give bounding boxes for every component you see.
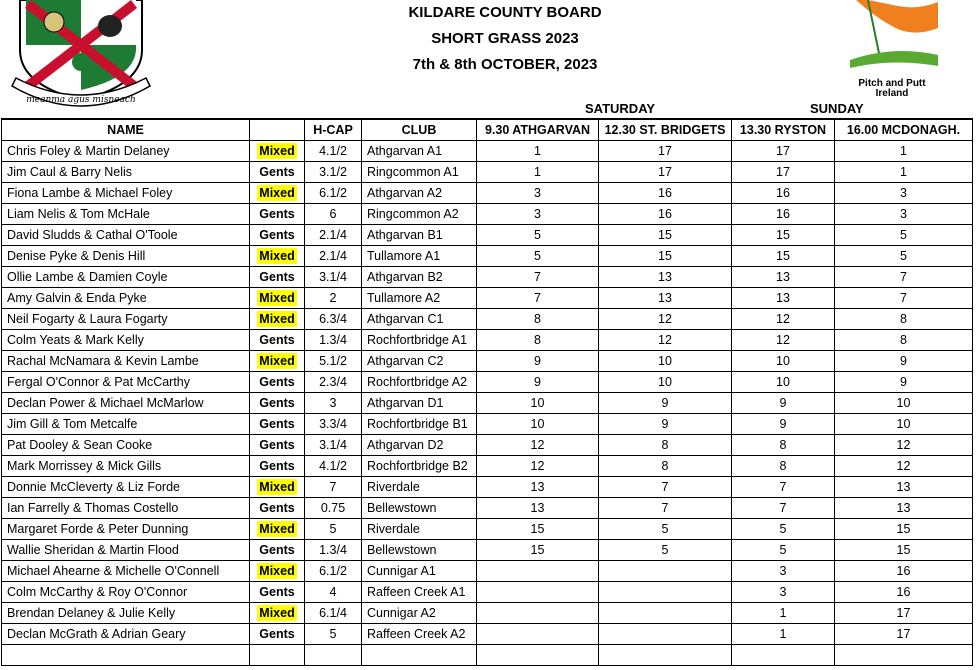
category-badge: Mixed (259, 312, 295, 326)
round-cell: 15 (599, 246, 732, 267)
logo-text-line2: Ireland (875, 88, 909, 99)
club-cell: Athgarvan A2 (362, 183, 477, 204)
round-cell: 13 (477, 498, 599, 519)
round-cell: 10 (835, 414, 973, 435)
round-cell: 12 (732, 330, 835, 351)
pair-name-cell: Brendan Delaney & Julie Kelly (2, 603, 250, 624)
club-cell: Athgarvan C2 (362, 351, 477, 372)
club-cell: Raffeen Creek A1 (362, 582, 477, 603)
round-cell: 15 (835, 519, 973, 540)
category-cell (250, 498, 305, 519)
round-cell: 10 (835, 393, 973, 414)
club-cell: Athgarvan A1 (362, 141, 477, 162)
pair-name-cell: Fergal O'Connor & Pat McCarthy (2, 372, 250, 393)
table-row (2, 267, 973, 288)
category-badge: Gents (259, 585, 295, 599)
category-cell (250, 519, 305, 540)
title-dates: 7th & 8th OCTOBER, 2023 (412, 56, 598, 73)
pair-name-cell: Ollie Lambe & Damien Coyle (2, 267, 250, 288)
handicap-cell: 2.1/4 (305, 246, 362, 267)
round-cell: 12 (477, 435, 599, 456)
table-row (2, 603, 973, 624)
round-cell: 8 (477, 330, 599, 351)
handicap-cell: 3.3/4 (305, 414, 362, 435)
pair-name-cell: Ian Farrelly & Thomas Costello (2, 498, 250, 519)
club-cell: Cunnigar A2 (362, 603, 477, 624)
handicap-cell: 6.1/4 (305, 603, 362, 624)
round-cell: 5 (599, 540, 732, 561)
handicap-cell: 2.1/4 (305, 225, 362, 246)
pair-name-cell: Mark Morrissey & Mick Gills (2, 456, 250, 477)
club-cell: Riverdale (362, 519, 477, 540)
table-row (2, 456, 973, 477)
category-cell (250, 309, 305, 330)
empty-cell (599, 645, 732, 666)
category-badge: Gents (259, 501, 295, 515)
column-header: H-CAP (305, 119, 362, 141)
round-cell: 13 (835, 498, 973, 519)
round-cell: 15 (732, 246, 835, 267)
category-badge: Gents (259, 270, 295, 284)
handicap-cell: 6.3/4 (305, 309, 362, 330)
round-cell: 9 (835, 372, 973, 393)
round-cell: 5 (599, 519, 732, 540)
round-cell (599, 582, 732, 603)
round-cell: 13 (835, 477, 973, 498)
handicap-cell: 5 (305, 624, 362, 645)
club-cell: Bellewstown (362, 540, 477, 561)
round-cell: 8 (835, 330, 973, 351)
round-cell: 13 (732, 267, 835, 288)
round-cell: 15 (835, 540, 973, 561)
column-header: 16.00 MCDONAGH. (835, 119, 973, 141)
round-cell: 7 (732, 498, 835, 519)
category-cell (250, 330, 305, 351)
category-cell (250, 561, 305, 582)
round-cell: 16 (599, 183, 732, 204)
pair-name-cell: Jim Caul & Barry Nelis (2, 162, 250, 183)
round-cell: 3 (835, 204, 973, 225)
club-cell: Tullamore A1 (362, 246, 477, 267)
column-header: 9.30 ATHGARVAN (477, 119, 599, 141)
category-cell (250, 456, 305, 477)
category-badge: Mixed (259, 564, 295, 578)
empty-cell (2, 645, 250, 666)
table-row (2, 162, 973, 183)
table-row (2, 246, 973, 267)
club-cell: Athgarvan C1 (362, 309, 477, 330)
category-cell (250, 246, 305, 267)
round-cell: 8 (732, 435, 835, 456)
pair-name-cell: Jim Gill & Tom Metcalfe (2, 414, 250, 435)
round-cell: 10 (599, 351, 732, 372)
round-cell: 9 (732, 414, 835, 435)
round-cell: 8 (599, 435, 732, 456)
category-badge: Mixed (259, 522, 295, 536)
category-badge: Gents (259, 417, 295, 431)
category-badge: Mixed (259, 186, 295, 200)
column-header: NAME (2, 119, 250, 141)
category-cell (250, 141, 305, 162)
category-cell (250, 225, 305, 246)
pair-name-cell: Colm McCarthy & Roy O'Connor (2, 582, 250, 603)
round-cell: 12 (599, 330, 732, 351)
round-cell: 9 (599, 414, 732, 435)
round-cell: 1 (477, 141, 599, 162)
round-cell: 15 (732, 225, 835, 246)
round-cell: 17 (835, 603, 973, 624)
empty-cell (305, 645, 362, 666)
category-cell (250, 393, 305, 414)
sunday-label: SUNDAY (810, 101, 864, 116)
round-cell: 3 (732, 582, 835, 603)
handicap-cell: 2 (305, 288, 362, 309)
pair-name-cell: Margaret Forde & Peter Dunning (2, 519, 250, 540)
round-cell: 12 (732, 309, 835, 330)
pair-name-cell: Declan McGrath & Adrian Geary (2, 624, 250, 645)
round-cell: 9 (732, 393, 835, 414)
column-header: 12.30 ST. BRIDGETS (599, 119, 732, 141)
handicap-cell: 4 (305, 582, 362, 603)
category-cell (250, 204, 305, 225)
round-cell: 9 (599, 393, 732, 414)
round-cell: 5 (732, 540, 835, 561)
pair-name-cell: Declan Power & Michael McMarlow (2, 393, 250, 414)
category-cell (250, 582, 305, 603)
table-row (2, 498, 973, 519)
pair-name-cell: Fiona Lambe & Michael Foley (2, 183, 250, 204)
round-cell (599, 603, 732, 624)
category-cell (250, 288, 305, 309)
round-cell: 8 (835, 309, 973, 330)
table-row (2, 435, 973, 456)
round-cell: 13 (732, 288, 835, 309)
table-row (2, 414, 973, 435)
table-row (2, 330, 973, 351)
pair-name-cell: Donnie McCleverty & Liz Forde (2, 477, 250, 498)
category-badge: Gents (259, 627, 295, 641)
category-badge: Mixed (259, 249, 295, 263)
category-cell (250, 435, 305, 456)
round-cell: 17 (835, 624, 973, 645)
pair-name-cell: Colm Yeats & Mark Kelly (2, 330, 250, 351)
round-cell: 5 (835, 225, 973, 246)
pair-name-cell: David Sludds & Cathal O'Toole (2, 225, 250, 246)
club-cell: Athgarvan B1 (362, 225, 477, 246)
round-cell: 17 (599, 162, 732, 183)
round-cell (477, 624, 599, 645)
handicap-cell: 3.1/2 (305, 162, 362, 183)
round-cell: 10 (477, 393, 599, 414)
round-cell: 1 (732, 624, 835, 645)
club-cell: Athgarvan D2 (362, 435, 477, 456)
handicap-cell: 3.1/4 (305, 267, 362, 288)
table-row (2, 204, 973, 225)
handicap-cell: 4.1/2 (305, 456, 362, 477)
round-cell: 7 (477, 288, 599, 309)
category-cell (250, 624, 305, 645)
logo-text-line1: Pitch and Putt (858, 78, 926, 89)
round-cell: 1 (835, 141, 973, 162)
round-cell: 8 (477, 309, 599, 330)
round-cell: 15 (477, 540, 599, 561)
handicap-cell: 6 (305, 204, 362, 225)
round-cell: 7 (835, 288, 973, 309)
round-cell: 17 (732, 162, 835, 183)
round-cell: 8 (599, 456, 732, 477)
round-cell: 13 (599, 288, 732, 309)
handicap-cell: 1.3/4 (305, 330, 362, 351)
round-cell: 8 (732, 456, 835, 477)
round-cell: 16 (732, 183, 835, 204)
category-cell (250, 162, 305, 183)
table-row (2, 372, 973, 393)
table-row (2, 624, 973, 645)
handicap-cell: 4.1/2 (305, 141, 362, 162)
table-row (2, 582, 973, 603)
round-cell: 3 (835, 183, 973, 204)
round-cell: 1 (732, 603, 835, 624)
round-cell (477, 603, 599, 624)
table-row (2, 519, 973, 540)
round-cell: 12 (835, 456, 973, 477)
pair-name-cell: Wallie Sheridan & Martin Flood (2, 540, 250, 561)
table-row (2, 309, 973, 330)
round-cell: 10 (599, 372, 732, 393)
category-badge: Mixed (259, 480, 295, 494)
category-cell (250, 477, 305, 498)
table-row (2, 288, 973, 309)
round-cell: 12 (599, 309, 732, 330)
title-county-board: KILDARE COUNTY BOARD (408, 4, 602, 21)
round-cell: 16 (835, 561, 973, 582)
round-cell: 13 (477, 477, 599, 498)
category-badge: Gents (259, 228, 295, 242)
table-row (2, 561, 973, 582)
category-cell (250, 351, 305, 372)
club-cell: Rochfortbridge A2 (362, 372, 477, 393)
table-row (2, 540, 973, 561)
round-cell: 12 (835, 435, 973, 456)
category-cell (250, 540, 305, 561)
pair-name-cell: Amy Galvin & Enda Pyke (2, 288, 250, 309)
round-cell: 5 (477, 225, 599, 246)
club-cell: Bellewstown (362, 498, 477, 519)
round-cell: 7 (599, 477, 732, 498)
club-cell: Rochfortbridge A1 (362, 330, 477, 351)
round-cell: 9 (835, 351, 973, 372)
table-row (2, 141, 973, 162)
pair-name-cell: Michael Ahearne & Michelle O'Connell (2, 561, 250, 582)
pair-name-cell: Neil Fogarty & Laura Fogarty (2, 309, 250, 330)
round-cell: 1 (835, 162, 973, 183)
category-cell (250, 267, 305, 288)
round-cell: 15 (477, 519, 599, 540)
category-badge: Gents (259, 375, 295, 389)
club-cell: Ringcommon A1 (362, 162, 477, 183)
table-row (2, 225, 973, 246)
empty-cell (250, 645, 305, 666)
round-cell (477, 561, 599, 582)
round-cell: 3 (477, 183, 599, 204)
club-cell: Cunnigar A1 (362, 561, 477, 582)
round-cell: 9 (477, 351, 599, 372)
pair-name-cell: Chris Foley & Martin Delaney (2, 141, 250, 162)
pair-name-cell: Denise Pyke & Denis Hill (2, 246, 250, 267)
club-cell: Rochfortbridge B2 (362, 456, 477, 477)
round-cell (599, 624, 732, 645)
category-cell (250, 414, 305, 435)
empty-cell (477, 645, 599, 666)
table-row (2, 351, 973, 372)
pitch-and-putt-text (838, 79, 946, 99)
table-row (2, 477, 973, 498)
column-header (250, 119, 305, 141)
handicap-cell: 6.1/2 (305, 561, 362, 582)
category-cell (250, 183, 305, 204)
round-cell: 7 (732, 477, 835, 498)
round-cell: 10 (477, 414, 599, 435)
crest-motto: meanma agus misneach (26, 95, 136, 105)
pair-name-cell: Rachal McNamara & Kevin Lambe (2, 351, 250, 372)
empty-cell (732, 645, 835, 666)
handicap-cell: 1.3/4 (305, 540, 362, 561)
round-cell: 16 (732, 204, 835, 225)
blank-row (2, 645, 973, 666)
club-cell: Rochfortbridge B1 (362, 414, 477, 435)
saturday-label: SATURDAY (585, 101, 656, 116)
handicap-cell: 0.75 (305, 498, 362, 519)
category-badge: Gents (259, 396, 295, 410)
round-cell: 5 (835, 246, 973, 267)
round-cell: 5 (732, 519, 835, 540)
pair-name-cell: Liam Nelis & Tom McHale (2, 204, 250, 225)
round-cell: 3 (477, 204, 599, 225)
category-cell (250, 372, 305, 393)
title-competition: SHORT GRASS 2023 (431, 30, 579, 47)
round-cell: 17 (732, 141, 835, 162)
club-cell: Riverdale (362, 477, 477, 498)
club-cell: Athgarvan D1 (362, 393, 477, 414)
category-badge: Mixed (259, 606, 295, 620)
category-badge: Gents (259, 333, 295, 347)
table-row (2, 393, 973, 414)
handicap-cell: 6.1/2 (305, 183, 362, 204)
category-badge: Mixed (259, 144, 295, 158)
table-row (2, 183, 973, 204)
handicap-cell: 3.1/4 (305, 435, 362, 456)
round-cell: 16 (835, 582, 973, 603)
column-header: CLUB (362, 119, 477, 141)
round-cell: 5 (477, 246, 599, 267)
category-badge: Gents (259, 165, 295, 179)
round-cell: 9 (477, 372, 599, 393)
handicap-cell: 2.3/4 (305, 372, 362, 393)
round-cell (477, 582, 599, 603)
empty-cell (362, 645, 477, 666)
column-header: 13.30 RYSTON (732, 119, 835, 141)
category-badge: Gents (259, 207, 295, 221)
handicap-cell: 5 (305, 519, 362, 540)
draw-table (1, 118, 973, 666)
round-cell: 3 (732, 561, 835, 582)
club-cell: Athgarvan B2 (362, 267, 477, 288)
club-cell: Raffeen Creek A2 (362, 624, 477, 645)
category-badge: Mixed (259, 354, 295, 368)
handicap-cell: 5.1/2 (305, 351, 362, 372)
round-cell (599, 561, 732, 582)
category-badge: Gents (259, 438, 295, 452)
pair-name-cell: Pat Dooley & Sean Cooke (2, 435, 250, 456)
round-cell: 15 (599, 225, 732, 246)
round-cell: 17 (599, 141, 732, 162)
handicap-cell: 7 (305, 477, 362, 498)
category-badge: Gents (259, 543, 295, 557)
kildare-crest-logo (6, 0, 156, 118)
round-cell: 10 (732, 351, 835, 372)
category-badge: Gents (259, 459, 295, 473)
round-cell: 7 (835, 267, 973, 288)
table-header-row (2, 119, 973, 141)
round-cell: 7 (477, 267, 599, 288)
round-cell: 1 (477, 162, 599, 183)
category-badge: Mixed (259, 291, 295, 305)
category-cell (250, 603, 305, 624)
handicap-cell: 3 (305, 393, 362, 414)
round-cell: 12 (477, 456, 599, 477)
round-cell: 10 (732, 372, 835, 393)
round-cell: 13 (599, 267, 732, 288)
round-cell: 16 (599, 204, 732, 225)
club-cell: Tullamore A2 (362, 288, 477, 309)
round-cell: 7 (599, 498, 732, 519)
empty-cell (835, 645, 973, 666)
club-cell: Ringcommon A2 (362, 204, 477, 225)
